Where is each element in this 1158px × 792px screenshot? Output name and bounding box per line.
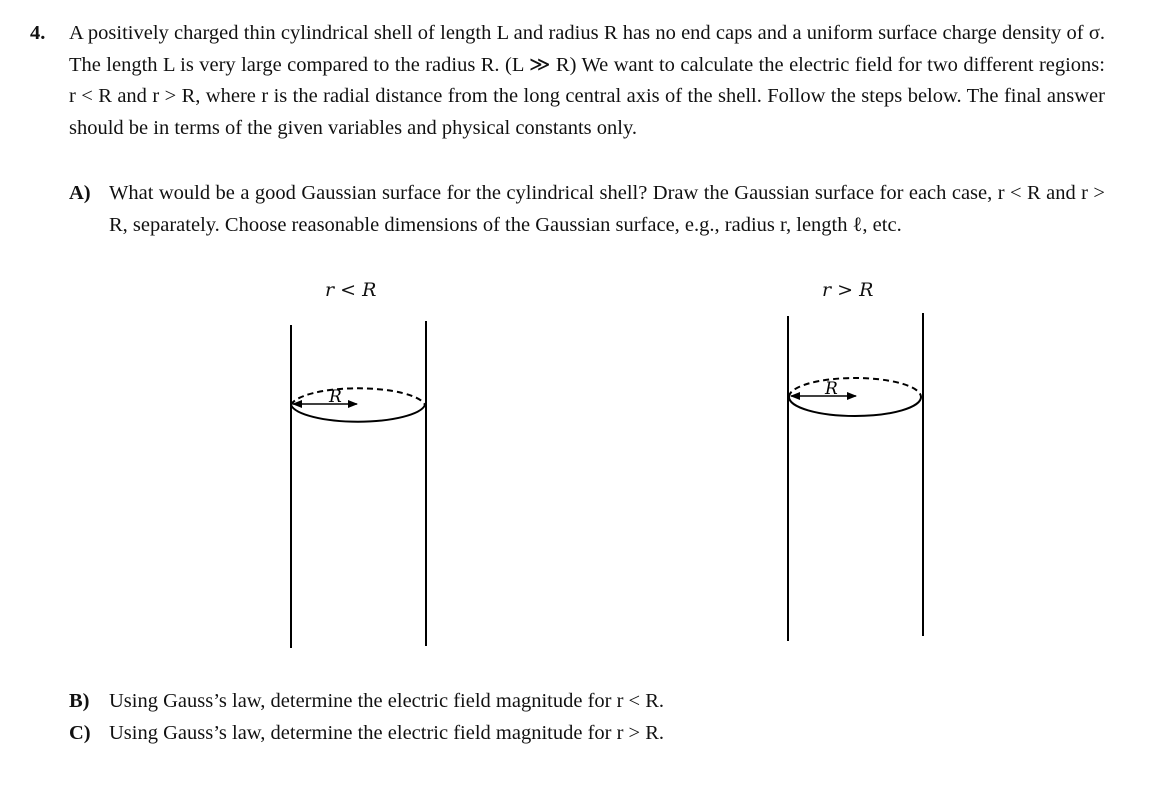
part-b	[69, 686, 1105, 718]
radius-label-left: R	[329, 387, 342, 407]
radius-label-right: R	[825, 379, 838, 399]
cylinder-left-ellipse-front	[291, 405, 425, 422]
part-a-label: A)	[69, 182, 91, 204]
part-a-text: What would be a good Gaussian surface for the cylindrical shell? Draw the Gaussian surface for each case, r < R and r > R, separately. Choose reasonable dimensions of the Gaussian surface, e.g., radius r, length ℓ, etc.	[109, 182, 1105, 236]
question-number: 4.	[30, 22, 46, 44]
diagram-left-title: r < R	[325, 279, 377, 301]
diagram-right-title: r > R	[822, 279, 874, 301]
cylinder-right	[788, 313, 923, 641]
part-c	[69, 718, 1105, 750]
cylinder-left	[291, 321, 426, 648]
part-c-text: Using Gauss’s law, determine the electric field magnitude for r > R.	[109, 722, 665, 744]
cylinder-right-ellipse-back	[789, 378, 921, 397]
cylinder-left-ellipse-back	[291, 388, 425, 405]
question-text: A positively charged thin cylindrical shell of length L and radius R has no end caps and a uniform surface charge density of σ. The length L is very large compared to the radius R. (L ≫ R) We want to calculate the electric field for two different regions: r < R and r > R, where r is the radial distance from the long central axis of the shell. Follow the steps below. The final answer should be in terms of the given variables and physical constants only.	[69, 22, 1105, 139]
part-b-text: Using Gauss’s law, determine the electric field magnitude for r < R.	[109, 690, 665, 712]
part-b-label: B)	[69, 690, 90, 712]
cylinder-right-ellipse-front	[789, 397, 921, 416]
part-c-label: C)	[69, 722, 91, 744]
